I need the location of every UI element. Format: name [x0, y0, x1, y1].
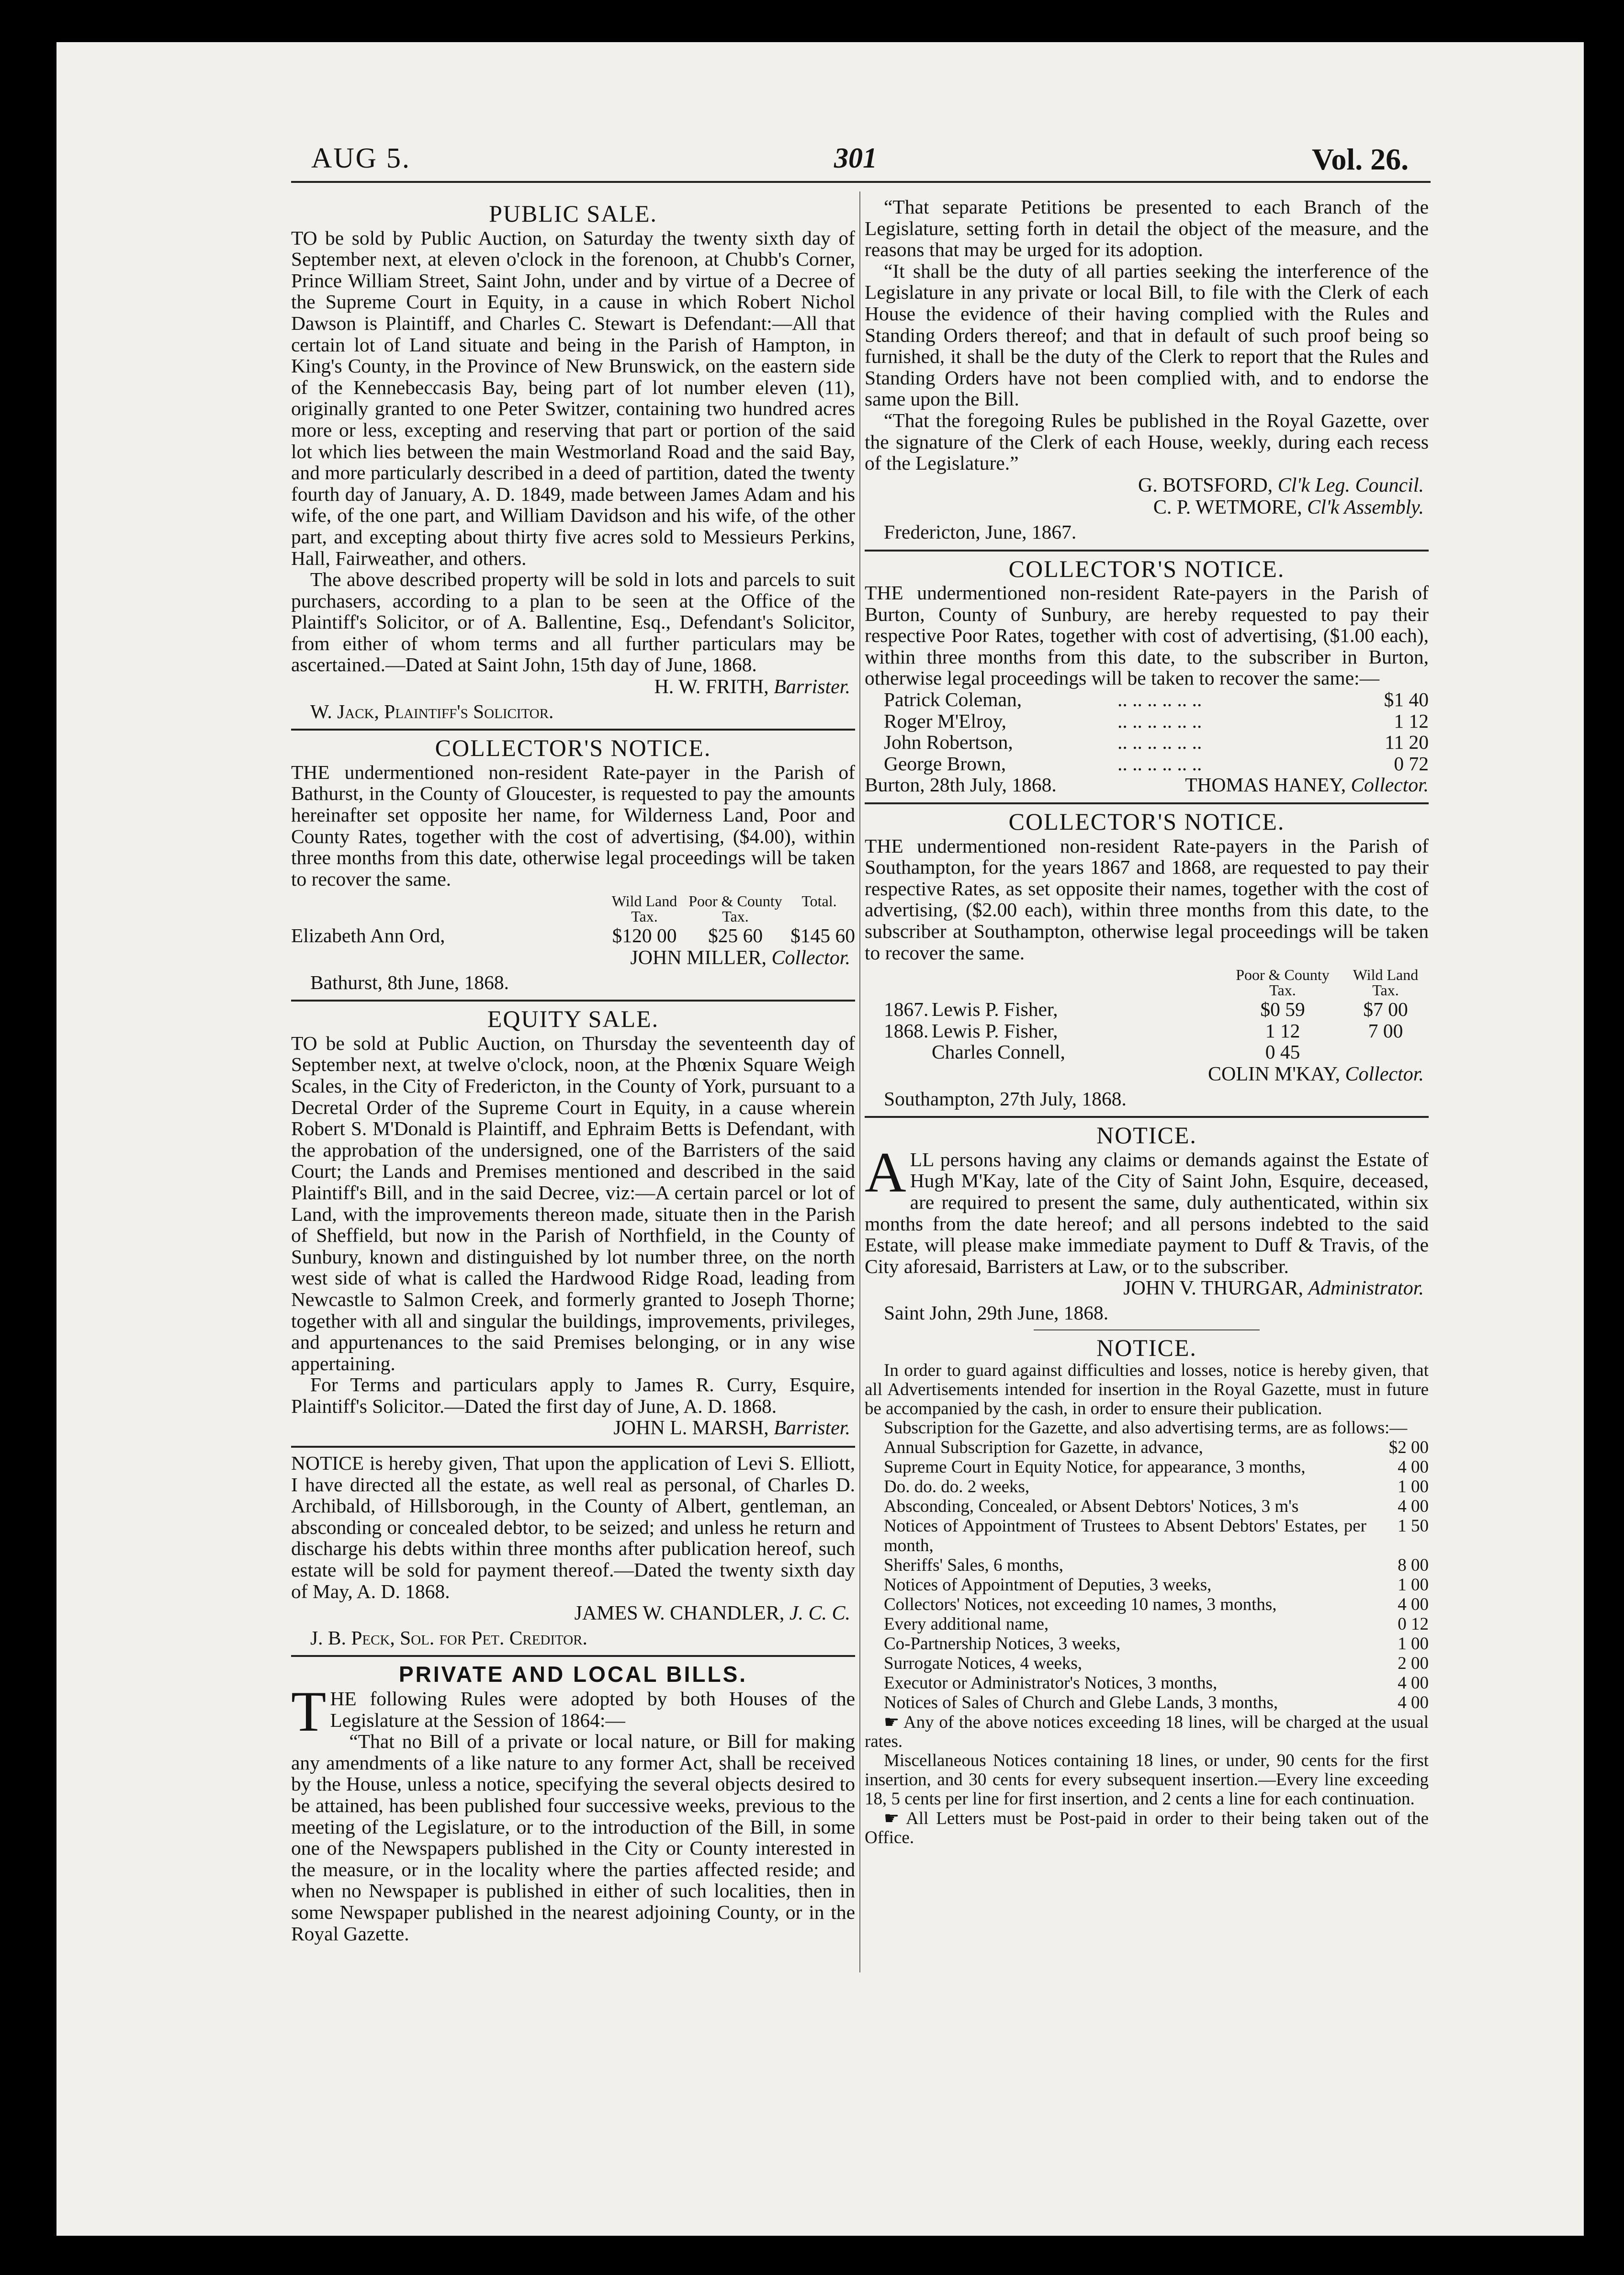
- rate-row: [884, 1634, 1429, 1654]
- rate-label: Notices of Appointment of Deputies, 3 weeks,: [884, 1575, 1212, 1595]
- ratepayer-name: John Robertson,: [884, 731, 1013, 754]
- separator: [291, 1000, 855, 1002]
- leader-dots: .. .. .. .. .. ..: [1117, 710, 1202, 732]
- rate-value: 4 00: [1398, 1673, 1429, 1693]
- absconding-debtor-signature: [291, 1603, 850, 1624]
- tax-column-headers: [865, 967, 1429, 998]
- separator: [865, 1116, 1429, 1118]
- private-local-bills-title: PRIVATE AND LOCAL BILLS.: [398, 1662, 748, 1687]
- signer-name: JAMES W. CHANDLER,: [574, 1602, 785, 1625]
- equity-sale-signature: [291, 1418, 850, 1439]
- issue-date: AUG 5.: [311, 142, 411, 174]
- tax-year: 1868.: [884, 1019, 929, 1042]
- collector-notice-title: COLLECTOR'S NOTICE.: [1008, 555, 1285, 582]
- rate-value: 2 00: [1398, 1654, 1429, 1674]
- rate-label: Supreme Court in Equity Notice, for appearance, 3 months,: [884, 1457, 1306, 1477]
- ratepayer-list: [865, 689, 1429, 774]
- signer-name: JOHN MILLER,: [630, 947, 767, 969]
- estate-notice-body: [865, 1140, 1429, 1277]
- page-number: 301: [834, 142, 877, 174]
- note-text: All Letters must be Post-paid in order to their being taken out of the Office.: [865, 1809, 1429, 1848]
- gazette-notice: [865, 1334, 1429, 1848]
- rate-value: 1 00: [1398, 1477, 1429, 1497]
- collector-notice-title: COLLECTOR'S NOTICE.: [435, 734, 711, 762]
- ratepayer-row: [884, 732, 1429, 753]
- signer-name: JOHN V. THURGAR,: [1123, 1277, 1303, 1300]
- signer-title: Administrator.: [1308, 1277, 1424, 1300]
- clerk-assembly-signature: [865, 497, 1424, 518]
- right-column: [865, 196, 1429, 1847]
- rate-value: 1 00: [1398, 1575, 1429, 1595]
- ratepayer-name: Charles Connell,: [932, 1041, 1065, 1063]
- ratepayer-name: Elizabeth Ann Ord,: [291, 924, 445, 947]
- tax-year: 1867.: [884, 998, 929, 1021]
- wild-land-amount: $120 00: [612, 924, 677, 947]
- ratepayer-row: [884, 689, 1429, 710]
- rate-value: 0 12: [1398, 1614, 1429, 1634]
- ratepayer-row: [884, 1041, 1429, 1063]
- ratepayer-list: [865, 999, 1429, 1063]
- rate-label: Do. do. do. 2 weeks,: [884, 1477, 1030, 1497]
- collector-notice-body: THE undermentioned non-resident Rate-payers in the Parish of Southampton, for the years 1867 and 1868, are requested to pay their respective Rates, as set opposite their names, together with the cost of advertising, ($2.00 each), within three months from this date, to the subscriber at Southampton, otherwise legal proceedings will be taken to recover the same.: [865, 834, 1429, 964]
- wild-land-amount: $7 00: [1363, 998, 1408, 1021]
- separator: [1034, 1329, 1259, 1330]
- rate-label: Annual Subscription for Gazette, in advance,: [884, 1438, 1203, 1458]
- equity-sale-body: TO be sold at Public Auction, on Thursday the seventeenth day of September next, at twelve o'clock, noon, at the Phœnix Square Weigh Scales, in the City of Fredericton, in the County of York, pursuant to a Decretal Order of the Supreme Court in Equity, in a cause wherein Robert S. M'Donald is Plaintiff, and Ephraim Betts is Defendant, with the approbation of the undersigned, one of the Barristers of the said Court; the Lands and Premises mentioned and described in the said Plaintiff's Bill, and in the said Decree, viz:—A certain parcel or lot of Land, with the improvements thereon made, situate then in the Parish of Sheffield, but now in the Parish of Northfield, in the County of Sunbury, known and distinguished by lot number three, on the north west side of what is called the Hardwood Ridge Road, leading from Newcastle to Salmon Creek, and formerly granted to Joseph Thorne; together with all and singular the buildings, improvements, privileges, and appurtenances to the said Premises belonging, or in any wise appertaining.: [291, 1032, 855, 1374]
- signer-name: H. W. FRITH,: [654, 676, 769, 698]
- collector-notice-bathurst: [291, 734, 855, 993]
- separator: [291, 1446, 855, 1448]
- private-local-bills-continued: [865, 196, 1429, 543]
- rates-list: [884, 1438, 1429, 1712]
- equity-sale-title: EQUITY SALE.: [487, 1005, 659, 1033]
- bills-dated: Fredericton, June, 1867.: [884, 520, 1077, 543]
- signer-name: G. BOTSFORD,: [1138, 474, 1273, 496]
- rate-label: Collectors' Notices, not exceeding 10 names, 3 months,: [884, 1595, 1277, 1615]
- ratepayer-row: [884, 999, 1429, 1020]
- collector-notice-dated: Southampton, 27th July, 1868.: [884, 1087, 1127, 1110]
- rate-value: 4 00: [1398, 1457, 1429, 1477]
- collector-notice-dated: Bathurst, 8th June, 1868.: [310, 971, 509, 993]
- total-header: Total.: [801, 892, 837, 910]
- rate-row: [884, 1555, 1429, 1575]
- public-sale-notice: [291, 200, 855, 722]
- wild-land-header: Wild Land Tax.: [1353, 966, 1419, 999]
- leader-dots: .. .. .. .. .. ..: [1117, 688, 1202, 711]
- ratepayer-name: Roger M'Elroy,: [884, 710, 1007, 732]
- estate-notice: [865, 1122, 1429, 1324]
- signer-name: COLIN M'KAY,: [1208, 1063, 1340, 1085]
- rate-label: Every additional name,: [884, 1614, 1049, 1634]
- rate-value: 1 50: [1398, 1516, 1429, 1536]
- leader-dots: .. .. .. .. .. ..: [1117, 752, 1202, 775]
- rate-value: 4 00: [1398, 1595, 1429, 1615]
- rate-row: [884, 1693, 1429, 1712]
- drop-cap: A: [865, 1140, 906, 1204]
- rate-label: Sheriffs' Sales, 6 months,: [884, 1555, 1063, 1576]
- ratepayer-amount: 0 72: [1394, 752, 1429, 775]
- absconding-debtor-notice: [291, 1453, 855, 1648]
- estate-signature: [865, 1278, 1424, 1299]
- column-divider: [859, 191, 860, 1972]
- collector-notice-dated: Burton, 28th July, 1868.: [865, 774, 1057, 796]
- note-text: Any of the above notices exceeding 18 lines, will be charged at the usual rates.: [865, 1712, 1429, 1752]
- poor-county-amount: $25 60: [708, 924, 763, 947]
- rate-value: 4 00: [1398, 1497, 1429, 1517]
- wild-land-header: Wild Land Tax.: [611, 892, 677, 925]
- gazette-note-3: [865, 1809, 1429, 1847]
- signer-title: Collector.: [1351, 774, 1429, 796]
- public-sale-signature: [291, 676, 850, 698]
- intro-text: HE following Rules were adopted by both Houses of the Legislature at the Session of 1864:—: [330, 1688, 855, 1731]
- rate-row: [884, 1477, 1429, 1497]
- leader-dots: .. .. .. .. .. ..: [1117, 731, 1202, 754]
- ratepayer-name: Lewis P. Fisher,: [932, 998, 1058, 1021]
- private-local-bills-rule-1: “That no Bill of a private or local nature, or Bill for making any amendments of a like nature to any former Act, shall be received by the House, unless a notice, specifying the several objects desired to be attained, has been published four successive weeks, previous to the meeting of the Legislature, or to the introduction of the Bill, in some one of the Newspapers published in the City or County interested in the measure, or in the locality where the parties affected reside; and when no Newspaper is published in either of such localities, then in some Newspaper published in the nearest adjoining County, or in the Royal Gazette.: [291, 1730, 855, 1945]
- signer-title: Collector.: [771, 947, 850, 969]
- rate-row: [884, 1516, 1429, 1555]
- collector-signature: [291, 947, 850, 969]
- gazette-notice-title: NOTICE.: [1096, 1334, 1197, 1361]
- rate-row: [884, 1575, 1429, 1595]
- total-amount: $145 60: [790, 924, 855, 947]
- clerk-council-signature: [865, 475, 1424, 496]
- drop-cap: T: [291, 1679, 327, 1743]
- rate-label: Notices of Sales of Church and Glebe Lands, 3 months,: [884, 1693, 1278, 1713]
- bills-rule-3: “It shall be the duty of all parties seeking the interference of the Legislature in any private or local Bill, to file with the Clerk of each House the evidence of their having complied with the Rules and Standing Orders thereof; and that in default of such proof being so furnished, it shall be the duty of the Clerk to report that the Rules and Standing Orders have not been complied with, and to endorse the same upon the Bill.: [865, 259, 1429, 410]
- poor-county-amount: 1 12: [1265, 1019, 1300, 1042]
- rate-row: [884, 1654, 1429, 1673]
- signer-name: C. P. WETMORE,: [1153, 496, 1302, 519]
- pointing-hand-icon: ☛: [884, 1809, 900, 1828]
- header-rule: [291, 181, 1431, 183]
- rate-row: [884, 1673, 1429, 1693]
- rate-value: $2 00: [1388, 1438, 1429, 1458]
- tax-column-headers: [291, 893, 855, 924]
- collector-notice-title: COLLECTOR'S NOTICE.: [1008, 808, 1285, 835]
- rate-value: 1 00: [1398, 1634, 1429, 1654]
- signer-name: THOMAS HANEY,: [1185, 774, 1346, 796]
- ratepayer-name: Lewis P. Fisher,: [932, 1019, 1058, 1042]
- rate-value: 8 00: [1398, 1555, 1429, 1576]
- tax-row: [291, 925, 855, 946]
- public-sale-body: TO be sold by Public Auction, on Saturday the twenty sixth day of September next, at eleven o'clock in the forenoon, at Chubb's Corner, Prince William Street, Saint John, under and by virtue of a Decree of the Supreme Court in Equity, in a cause in which Robert Nichol Dawson is Plaintiff, and Charles C. Stewart is Defendant:—All that certain lot of Land situate and being in the Parish of Hampton, in King's County, in the Province of New Brunswick, on the eastern side of the Kennebeccasis Bay, being part of lot number eleven (11), originally granted to one Peter Switzer, containing two hundred acres more or less, excepting and reserving that part or portion of the said lot which lies between the main Westmorland Road and the said Bay, and more particularly described in a deed of partition, dated the twenty fourth day of January, A. D. 1849, made between James Adam and his wife, of the one part, and William Davidson and his wife, of the other part, and excepting about thirty five acres sold to Messieurs Perkins, Hall, Fairweather, and others.: [291, 226, 855, 569]
- public-sale-solicitor: W. Jack, Plaintiff's Solicitor.: [310, 700, 554, 722]
- rate-label: Co-Partnership Notices, 3 weeks,: [884, 1634, 1121, 1654]
- signer-title: Collector.: [1345, 1063, 1424, 1085]
- absconding-debtor-solicitor: J. B. Peck, Sol. for Pet. Creditor.: [310, 1626, 587, 1649]
- absconding-debtor-body: NOTICE is hereby given, That upon the application of Levi S. Elliott, I have directed all the estate, as well real as personal, of Charles D. Archibald, of Hillsborough, in the County of Albert, gentleman, an absconding or concealed debtor, to be seized; and unless he return and discharge his debts within three months after publication hereof, such estate will be sold for payment thereof.—Dated the twenty sixth day of May, A. D. 1868.: [291, 1452, 855, 1602]
- rate-row: [884, 1438, 1429, 1457]
- collector-signature: [1185, 774, 1429, 796]
- gazette-terms-intro: Subscription for the Gazette, and also advertising terms, are as follows:—: [884, 1418, 1408, 1438]
- wild-land-amount: 7 00: [1368, 1019, 1403, 1042]
- poor-county-header: Poor & County Tax.: [688, 892, 782, 925]
- gazette-notice-body: In order to guard against difficulties and losses, notice is hereby given, that all Advertisements intended for insertion in the Royal Gazette, must in future be accompanied by the cash, in order to ensure their publication.: [865, 1361, 1429, 1419]
- ratepayer-row: [884, 753, 1429, 775]
- ratepayer-name: George Brown,: [884, 752, 1006, 775]
- estate-notice-dated: Saint John, 29th June, 1868.: [884, 1301, 1109, 1324]
- rate-row: [884, 1614, 1429, 1634]
- signer-title: Barrister.: [774, 676, 850, 698]
- ratepayer-amount: 11 20: [1385, 731, 1429, 754]
- equity-sale-body-2: For Terms and particulars apply to James R. Curry, Esquire, Plaintiff's Solicitor.—Dated the first day of June, A. D. 1868.: [291, 1374, 855, 1417]
- separator: [865, 550, 1429, 552]
- rate-label: Surrogate Notices, 4 weeks,: [884, 1654, 1083, 1674]
- public-sale-title: PUBLIC SALE.: [489, 200, 657, 227]
- collector-footer: [865, 774, 1429, 796]
- poor-county-amount: 0 45: [1265, 1041, 1300, 1063]
- signer-title: J. C. C.: [789, 1602, 850, 1625]
- private-local-bills-intro: [291, 1679, 855, 1743]
- collector-signature: [865, 1064, 1424, 1085]
- ratepayer-amount: $1 40: [1384, 688, 1429, 711]
- rate-row: [884, 1457, 1429, 1477]
- bills-rule-4: “That the foregoing Rules be published in the Royal Gazette, over the signature of the Clerk of each House, weekly, during each recess of the Legislature.”: [865, 409, 1429, 474]
- public-sale-body-2: The above described property will be sold in lots and parcels to suit purchasers, according to a plan to be seen at the Office of the Plaintiff's Solicitor, or of A. Ballentine, Esq., Defendant's Solicitor, from either of whom terms and all further particulars may be ascertained.—Dated at Saint John, 15th day of June, 1868.: [291, 568, 855, 676]
- collector-notice-burton: [865, 555, 1429, 796]
- left-column: [291, 196, 855, 1944]
- signer-title: Barrister.: [774, 1417, 850, 1440]
- rate-label: Absconding, Concealed, or Absent Debtors' Notices, 3 m's: [884, 1497, 1299, 1517]
- separator: [291, 729, 855, 731]
- rate-value: 4 00: [1398, 1693, 1429, 1713]
- ratepayer-name: Patrick Coleman,: [884, 688, 1022, 711]
- gazette-note-1: [865, 1712, 1429, 1751]
- ratepayer-row: [884, 710, 1429, 732]
- separator: [865, 802, 1429, 804]
- poor-county-header: Poor & County Tax.: [1236, 966, 1330, 999]
- poor-county-amount: $0 59: [1260, 998, 1305, 1021]
- estate-notice-title: NOTICE.: [1096, 1122, 1197, 1149]
- collector-notice-southampton: [865, 808, 1429, 1110]
- equity-sale-notice: [291, 1005, 855, 1440]
- collector-notice-body: THE undermentioned non-resident Rate-payer in the Parish of Bathurst, in the County of Gloucester, is requested to pay the amounts hereinafter set opposite her name, for Wilderness Land, Poor and County Rates, together with the cost of advertising, ($4.00), within three months from this date, otherwise legal proceedings will be taken to recover the same.: [291, 761, 855, 890]
- ratepayer-row: [884, 1020, 1429, 1042]
- bills-rule-2: “That separate Petitions be presented to each Branch of the Legislature, setting forth in detail the object of the measure, and the reasons that may be urged for its adoption.: [865, 196, 1429, 261]
- signer-title: Cl'k Leg. Council.: [1277, 474, 1424, 496]
- volume-number: Vol. 26.: [1312, 142, 1409, 176]
- pointing-hand-icon: ☛: [884, 1712, 900, 1732]
- signer-title: Cl'k Assembly.: [1307, 496, 1424, 519]
- signer-name: JOHN L. MARSH,: [613, 1417, 769, 1440]
- gazette-note-2: Miscellaneous Notices containing 18 lines, or under, 90 cents for the first insertion, and 30 cents for every subsequent insertion.—Every line exceeding 18, 5 cents per line for first insertion, and 2 cents a line for each continuation.: [865, 1751, 1429, 1809]
- rate-row: [884, 1497, 1429, 1516]
- ratepayer-amount: 1 12: [1394, 710, 1429, 732]
- collector-notice-body: THE undermentioned non-resident Rate-payers in the Parish of Burton, County of Sunbury, are hereby requested to pay their respective Poor Rates, together with cost of advertising, ($1.00 each), within three months from this date, to the subscriber in Burton, otherwise legal proceedings will be taken to recover the same:—: [865, 582, 1429, 689]
- separator: [291, 1655, 855, 1657]
- private-local-bills: [291, 1664, 855, 1944]
- rate-row: [884, 1595, 1429, 1614]
- rate-label: Notices of Appointment of Trustees to Absent Debtors' Estates, per month,: [884, 1516, 1366, 1556]
- estate-text: LL persons having any claims or demands against the Estate of Hugh M'Kay, late of the City of Saint John, Esquire, deceased, are required to present the same, duly authenticated, within six months from the date hereof; and all persons indebted to the said Estate, will please make immediate payment to Duff & Travis, of the City aforesaid, Barristers at Law, or to the subscriber.: [865, 1148, 1429, 1277]
- rate-label: Executor or Administrator's Notices, 3 months,: [884, 1673, 1218, 1693]
